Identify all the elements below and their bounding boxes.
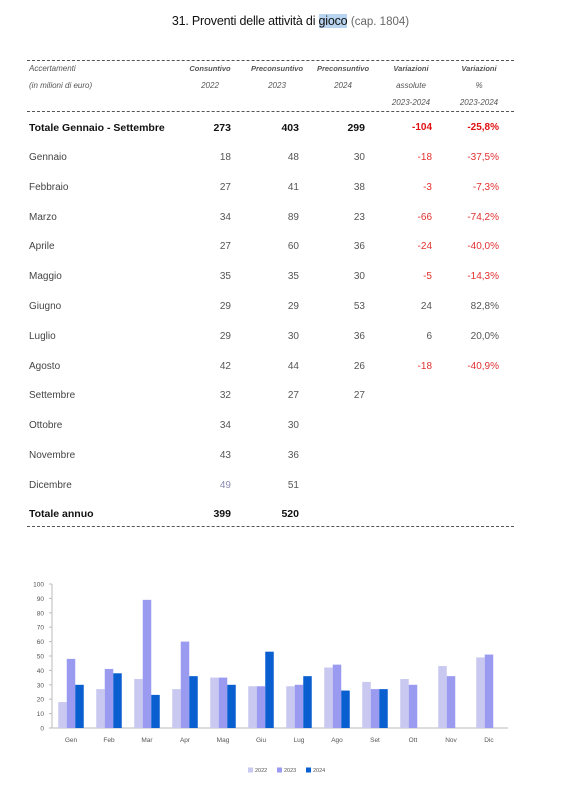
row-cell-2024: 36 xyxy=(353,331,365,342)
row-label: Luglio xyxy=(29,331,56,342)
row-cell-2023: 35 xyxy=(287,271,299,282)
row-cell-2022: 29 xyxy=(219,301,231,312)
monthly-bar-chart xyxy=(0,572,581,792)
row-cell-pct: -40,0% xyxy=(467,241,499,252)
bar-2022-lug xyxy=(286,686,295,728)
bar-2024-mar xyxy=(151,695,160,728)
bottom-rule xyxy=(27,526,514,527)
y-tick-label: 10 xyxy=(36,711,44,719)
y-tick-label: 30 xyxy=(36,682,44,690)
bar-2023-gen xyxy=(67,659,76,728)
bar-2024-ago xyxy=(341,691,350,728)
title-highlight: gioco xyxy=(318,14,348,28)
x-tick-label: Mag xyxy=(216,737,230,744)
x-tick-label: Gen xyxy=(64,737,78,744)
header-2023-l2: 2023 xyxy=(268,81,286,90)
x-tick-label: Ago xyxy=(331,737,343,744)
row-label: Settembre xyxy=(29,390,76,401)
row-cell-2024: 53 xyxy=(353,301,365,312)
row-label: Novembre xyxy=(29,450,76,461)
row-cell-var: -24 xyxy=(417,241,432,252)
x-tick-label: Dic xyxy=(484,737,494,744)
row-label: Ottobre xyxy=(29,420,63,431)
row-label: Maggio xyxy=(29,271,62,282)
y-tick-label: 100 xyxy=(33,581,44,589)
row-cell-2024: 27 xyxy=(353,390,365,401)
bar-2022-set xyxy=(362,682,371,728)
header-accertamenti: Accertamenti xyxy=(29,64,76,73)
row-cell-pct: -74,2% xyxy=(467,212,499,223)
annual-row-2022: 399 xyxy=(213,508,231,520)
row-cell-2024: 38 xyxy=(353,182,365,193)
y-tick-label: 40 xyxy=(36,667,44,675)
header-unit: (in milioni di euro) xyxy=(29,81,93,90)
header-var-l1: Variazioni xyxy=(393,64,429,73)
title-prefix: 31. Proventi delle attività di xyxy=(171,14,319,28)
row-cell-2023: 60 xyxy=(287,241,299,252)
row-cell-pct: -37,5% xyxy=(467,152,499,163)
total-row-pct: -25,8% xyxy=(467,122,499,133)
legend-label-2023: 2023 xyxy=(284,768,297,774)
row-label: Febbraio xyxy=(29,182,69,193)
legend-swatch-2024 xyxy=(306,768,311,773)
bar-2022-giu xyxy=(248,686,257,728)
bar-2022-feb xyxy=(96,689,105,728)
total-row-2022: 273 xyxy=(213,122,231,134)
top-rule xyxy=(27,60,514,61)
row-cell-2024: 23 xyxy=(353,212,365,223)
header-pct-l3: 2023-2024 xyxy=(459,98,499,107)
total-row-2024: 299 xyxy=(347,122,365,134)
row-cell-pct: -14,3% xyxy=(467,271,499,282)
total-row-label: Totale Gennaio - Settembre xyxy=(29,122,165,134)
annual-row-label: Totale annuo xyxy=(29,508,94,520)
row-cell-2022: 43 xyxy=(219,450,231,461)
bar-2022-ott xyxy=(400,679,409,728)
y-tick-label: 0 xyxy=(40,725,44,733)
bar-2022-ago xyxy=(324,668,333,728)
row-cell-2023: 30 xyxy=(287,420,299,431)
row-cell-2022: 29 xyxy=(219,331,231,342)
x-tick-label: Lug xyxy=(293,737,305,744)
bar-2023-nov xyxy=(447,676,456,728)
header-2023-l1: Preconsuntivo xyxy=(250,64,304,73)
title-chapter: (cap. 1804) xyxy=(350,16,410,28)
total-row-var: -104 xyxy=(411,122,432,133)
row-cell-2023: 36 xyxy=(287,450,299,461)
bar-2024-lug xyxy=(303,676,312,728)
row-cell-var: -18 xyxy=(417,152,432,163)
bar-2022-dic xyxy=(476,657,485,728)
bar-2022-mar xyxy=(134,679,143,728)
row-cell-var: -5 xyxy=(423,271,432,282)
bar-2023-giu xyxy=(257,686,266,728)
row-cell-2022: 35 xyxy=(219,271,231,282)
x-tick-label: Set xyxy=(370,737,380,744)
x-tick-label: Mar xyxy=(141,737,153,744)
row-cell-pct: 20,0% xyxy=(470,331,499,342)
bar-2023-feb xyxy=(105,669,114,728)
bar-2023-apr xyxy=(181,642,190,728)
row-cell-var: -3 xyxy=(423,182,432,193)
total-row-2023: 403 xyxy=(281,122,299,134)
header-rule xyxy=(27,111,514,112)
y-tick-label: 70 xyxy=(36,624,44,632)
y-tick-label: 80 xyxy=(36,610,44,618)
bar-2024-set xyxy=(379,689,388,728)
bar-2023-dic xyxy=(485,655,494,728)
header-2022-l2: 2022 xyxy=(201,81,219,90)
bar-2023-ago xyxy=(333,665,342,728)
header-pct-l1: Variazioni xyxy=(461,64,497,73)
header-2022-l1: Consuntivo xyxy=(189,64,231,73)
row-label: Aprile xyxy=(29,241,55,252)
row-cell-2022: 34 xyxy=(219,420,231,431)
row-cell-2023: 51 xyxy=(287,480,299,491)
bar-2023-lug xyxy=(295,685,304,728)
legend-swatch-2023 xyxy=(277,768,282,773)
bar-2024-apr xyxy=(189,676,198,728)
table-title xyxy=(0,14,581,28)
row-cell-2023: 29 xyxy=(287,301,299,312)
bar-2023-mar xyxy=(143,600,152,728)
header-var-l2: assolute xyxy=(396,81,426,90)
header-var-l3: 2023-2024 xyxy=(391,98,431,107)
row-cell-2024: 30 xyxy=(353,152,365,163)
row-cell-var: -18 xyxy=(417,361,432,372)
bar-2024-giu xyxy=(265,652,274,728)
header-2024-l2: 2024 xyxy=(334,81,352,90)
legend-swatch-2022 xyxy=(248,768,253,773)
legend-label-2022: 2022 xyxy=(255,768,268,774)
row-label: Gennaio xyxy=(29,152,67,163)
row-cell-pct: -40,9% xyxy=(467,361,499,372)
row-label: Agosto xyxy=(29,361,61,372)
row-cell-2023: 48 xyxy=(287,152,299,163)
header-pct-l2: % xyxy=(475,81,483,90)
row-cell-var: 24 xyxy=(420,301,432,312)
x-tick-label: Giu xyxy=(255,737,267,744)
row-cell-var: -66 xyxy=(417,212,432,223)
x-tick-label: Ott xyxy=(408,737,418,744)
bar-2022-mag xyxy=(210,678,219,728)
row-cell-2022: 18 xyxy=(219,152,231,163)
bar-2024-mag xyxy=(227,685,236,728)
row-cell-2022: 27 xyxy=(219,182,231,193)
row-cell-2023: 30 xyxy=(287,331,299,342)
bar-2022-apr xyxy=(172,689,181,728)
row-cell-2022: 34 xyxy=(219,212,231,223)
y-tick-label: 90 xyxy=(36,595,44,603)
y-tick-label: 50 xyxy=(36,653,44,661)
row-cell-2023: 27 xyxy=(287,390,299,401)
row-label: Giugno xyxy=(29,301,62,312)
bar-2022-nov xyxy=(438,666,447,728)
bar-2022-gen xyxy=(58,702,67,728)
row-cell-2022: 32 xyxy=(219,390,231,401)
y-tick-label: 20 xyxy=(36,696,44,704)
annual-row-2023: 520 xyxy=(281,508,299,520)
legend-label-2024: 2024 xyxy=(313,768,326,774)
row-cell-var: 6 xyxy=(426,331,432,342)
header-2024-l1: Preconsuntivo xyxy=(316,64,370,73)
row-cell-pct: 82,8% xyxy=(470,301,499,312)
x-tick-label: Nov xyxy=(445,737,457,744)
row-label: Dicembre xyxy=(29,480,72,491)
row-cell-2022: 27 xyxy=(219,241,231,252)
y-tick-label: 60 xyxy=(36,639,44,647)
row-cell-2023: 41 xyxy=(287,182,299,193)
bar-2024-gen xyxy=(75,685,84,728)
x-tick-label: Feb xyxy=(103,737,115,744)
row-label: Marzo xyxy=(29,212,57,223)
row-cell-2023: 89 xyxy=(287,212,299,223)
row-cell-2024: 26 xyxy=(353,361,365,372)
bar-2023-mag xyxy=(219,678,228,728)
row-cell-pct: -7,3% xyxy=(472,182,499,193)
row-cell-2023: 44 xyxy=(287,361,299,372)
bar-2024-feb xyxy=(113,673,122,728)
row-cell-2024: 30 xyxy=(353,271,365,282)
bar-2023-ott xyxy=(409,685,418,728)
row-cell-2024: 36 xyxy=(353,241,365,252)
row-cell-2022: 49 xyxy=(219,480,231,491)
row-cell-2022: 42 xyxy=(219,361,231,372)
x-tick-label: Apr xyxy=(179,737,191,744)
bar-2023-set xyxy=(371,689,380,728)
